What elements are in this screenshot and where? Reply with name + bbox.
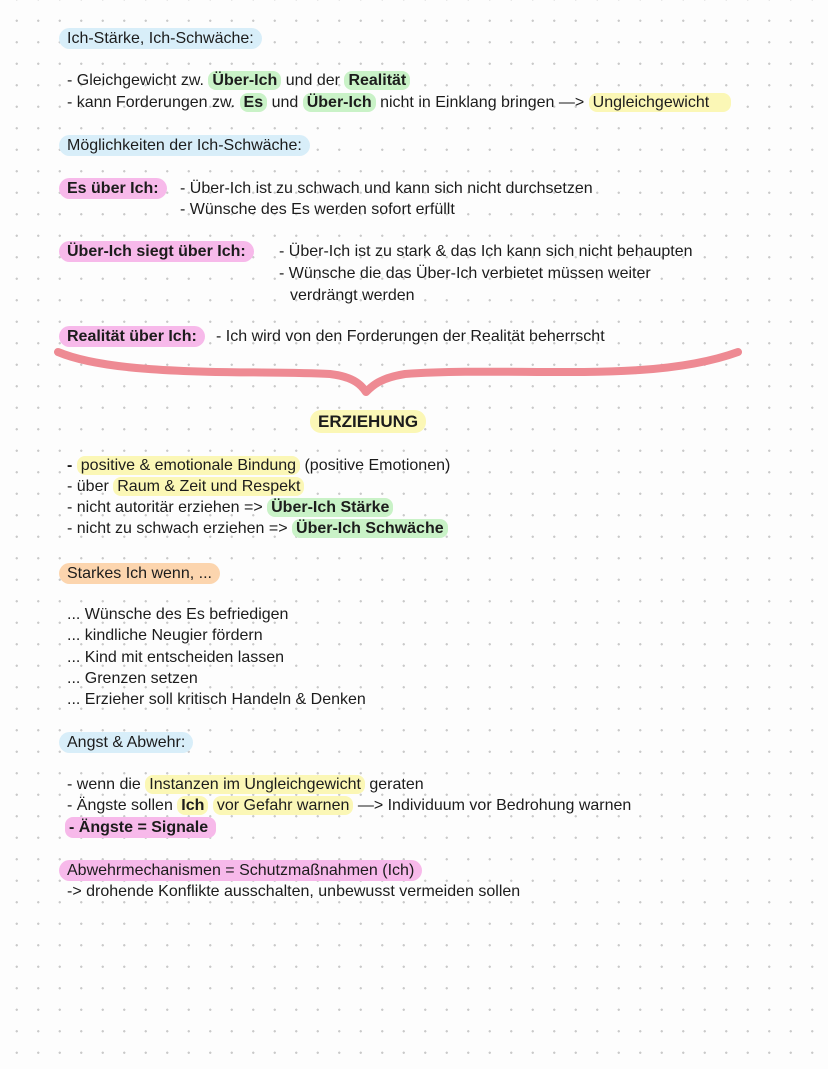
title-erziehung-text: ERZIEHUNG [310,410,426,433]
text-segment: - wenn die [67,776,146,793]
angst-line-3 [65,817,216,838]
text-segment: - Ängste sollen [67,797,178,814]
heading-ich-staerke-text: Ich-Stärke, Ich-Schwäche: [59,28,262,49]
ue-line-3: verdrängt werden [290,287,415,304]
heading-angst-abwehr-text: Angst & Abwehr: [59,732,193,753]
text-segment: - nicht zu schwach erziehen => [67,520,293,537]
label-realitaet-ueber-ich-text: Realität über Ich: [59,326,205,347]
label-es-ueber-ich-text: Es über Ich: [59,178,167,199]
text-segment: nicht in Einklang bringen [375,94,559,111]
highlight-ueber-ich-staerke: Über-Ich Stärke [267,498,393,517]
heading-starkes-ich [59,563,220,584]
starkes-ich-item: ... Grenzen setzen [67,670,198,687]
text-segment: und [267,94,303,111]
highlight-instanzen: Instanzen im Ungleichgewicht [145,775,365,794]
heading-starkes-ich-text: Starkes Ich wenn, ... [59,563,220,584]
starkes-ich-item: ... Wünsche des Es befriedigen [67,606,289,623]
highlight-raum-zeit: Raum & Zeit und Respekt [113,477,304,496]
highlight-aengste-signale: - Ängste = Signale [65,817,216,838]
erziehung-bullet-4 [67,518,448,539]
highlight-es: Es [240,93,268,112]
ue-line-2: - Wünsche die das Über-Ich verbietet müssen weiter [279,265,651,282]
abwehr-line: -> drohende Konflikte ausschalten, unbewusst vermeiden sollen [67,883,521,900]
text-segment: - Gleichgewicht zw. [67,72,209,89]
label-ueber-ich-siegt-text: Über-Ich siegt über Ich: [59,241,254,262]
starkes-ich-item: ... kindliche Neugier fördern [67,627,263,644]
es-line-1: - Über-Ich ist zu schwach und kann sich nicht durchsetzen [180,180,593,197]
angst-line-1 [67,774,424,795]
starkes-ich-item: ... Erzieher soll kritisch Handeln & Denken [67,691,366,708]
heading-abwehrmechanismen-text: Abwehrmechanismen = Schutzmaßnahmen (Ich) [59,860,422,881]
text-segment: —> Individuum vor Bedrohung warnen [353,797,632,814]
text-segment: (positive Emotionen) [300,457,451,474]
angst-line-2 [67,795,631,816]
highlight-ueber-ich: Über-Ich [208,71,281,90]
erziehung-bullet-3 [67,497,393,518]
text-segment: - über [67,478,114,495]
re-line-1: - Ich wird von den Forderungen der Realität beherrscht [216,328,605,345]
text-segment: - kann Forderungen zw. [67,94,240,111]
heading-abwehrmechanismen [59,860,422,881]
title-erziehung [310,411,426,433]
highlight-ueber-ich-schwaeche: Über-Ich Schwäche [292,519,448,538]
starkes-ich-item: ... Kind mit entscheiden lassen [67,649,285,666]
highlight-gefahr: vor Gefahr warnen [213,796,354,815]
erziehung-bullet-2 [67,476,304,497]
ue-line-1: - Über-Ich ist zu stark & das Ich kann sich nicht behaupten [279,243,693,260]
text-segment: geraten [364,776,424,793]
highlight-realitaet: Realität [344,71,410,90]
es-line-2: - Wünsche des Es werden sofort erfüllt [180,201,455,218]
heading-angst-abwehr [59,732,193,753]
highlight-bindung: positive & emotionale Bindung [77,456,300,475]
highlight-ich: Ich [177,796,208,815]
erziehung-bullet-1 [67,455,450,476]
highlight-ueber-ich: Über-Ich [303,93,376,112]
heading-moeglichkeiten-text: Möglichkeiten der Ich-Schwäche: [59,135,310,156]
highlight-ungleichgewicht: Ungleichgewicht [589,93,732,112]
text-segment: - [67,457,77,474]
arrow-text: —> [558,94,589,111]
brace-path [58,352,738,392]
text-segment: - nicht autoritär erziehen => [67,499,268,516]
text-segment: und der [281,72,345,89]
